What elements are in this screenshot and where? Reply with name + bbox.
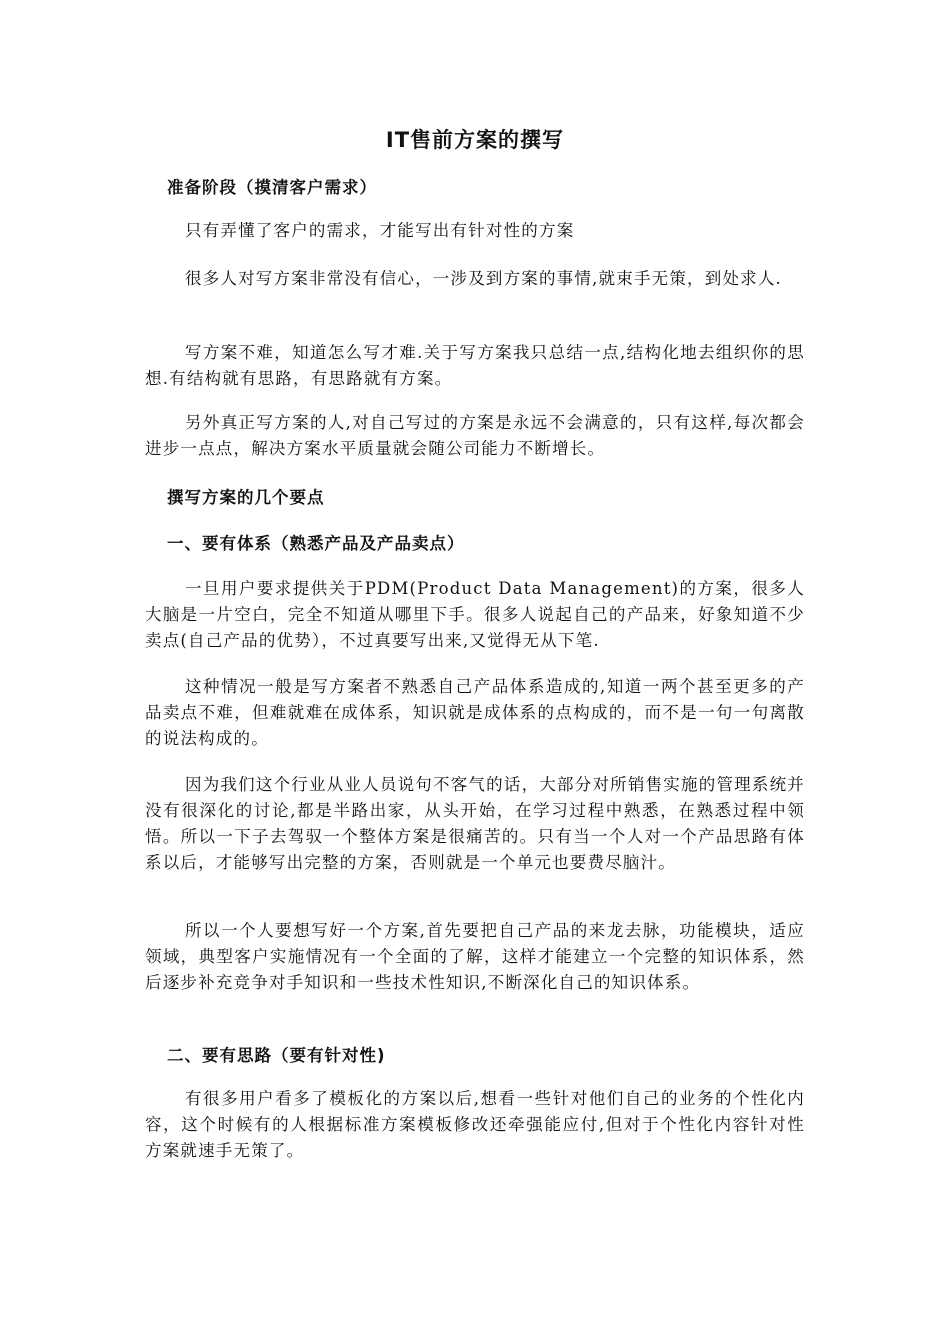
section-heading-prepare: 准备阶段（摸清客户需求） bbox=[167, 178, 377, 197]
paragraph-5: 一旦用户要求提供关于PDM(Product Data Management)的方案，很多人大脑是一片空白，完全不知道从哪里下手。很多人说起自己的产品来，好象知道不少卖点(自己产品的优势），不过真要写出来,又觉得无从下笔. bbox=[145, 579, 805, 650]
section-heading-1: 一、要有体系（熟悉产品及产品卖点） bbox=[167, 534, 465, 553]
section-heading-2: 二、要有思路（要有针对性) bbox=[167, 1046, 386, 1065]
paragraph-1: 只有弄懂了客户的需求，才能写出有针对性的方案 bbox=[185, 221, 575, 240]
document-title: IT售前方案的撰写 bbox=[385, 128, 565, 152]
paragraph-7: 因为我们这个行业从业人员说句不客气的话，大部分对所销售实施的管理系统并没有很深化的讨论,都是半路出家，从头开始，在学习过程中熟悉，在熟悉过程中领悟。所以一下子去驾驭一个整体方案是很痛苦的。只有当一个人对一个产品思路有体系以后，才能够写出完整的方案，否则就是一个单元也要费尽脑汁。 bbox=[145, 775, 805, 872]
section-heading-points: 撰写方案的几个要点 bbox=[167, 488, 325, 507]
paragraph-9: 有很多用户看多了模板化的方案以后,想看一些针对他们自己的业务的个性化内容，这个时候有的人根据标准方案模板修改还牵强能应付,但对于个性化内容针对性方案就速手无策了。 bbox=[145, 1089, 805, 1160]
paragraph-3: 写方案不难，知道怎么写才难.关于写方案我只总结一点,结构化地去组织你的思想.有结构就有思路，有思路就有方案。 bbox=[145, 343, 805, 388]
paragraph-2: 很多人对写方案非常没有信心，一涉及到方案的事情,就束手无策，到处求人. bbox=[185, 269, 782, 288]
paragraph-6: 这种情况一般是写方案者不熟悉自己产品体系造成的,知道一两个甚至更多的产品卖点不难，但难就难在成体系，知识就是成体系的点构成的，而不是一句一句离散的说法构成的。 bbox=[145, 677, 805, 748]
paragraph-4: 另外真正写方案的人,对自己写过的方案是永远不会满意的，只有这样,每次都会进步一点点，解决方案水平质量就会随公司能力不断增长。 bbox=[145, 413, 805, 458]
paragraph-8: 所以一个人要想写好一个方案,首先要把自己产品的来龙去脉，功能模块，适应领域，典型客户实施情况有一个全面的了解，这样才能建立一个完整的知识体系，然后逐步补充竞争对手知识和一些技术性知识,不断深化自己的知识体系。 bbox=[145, 921, 805, 992]
